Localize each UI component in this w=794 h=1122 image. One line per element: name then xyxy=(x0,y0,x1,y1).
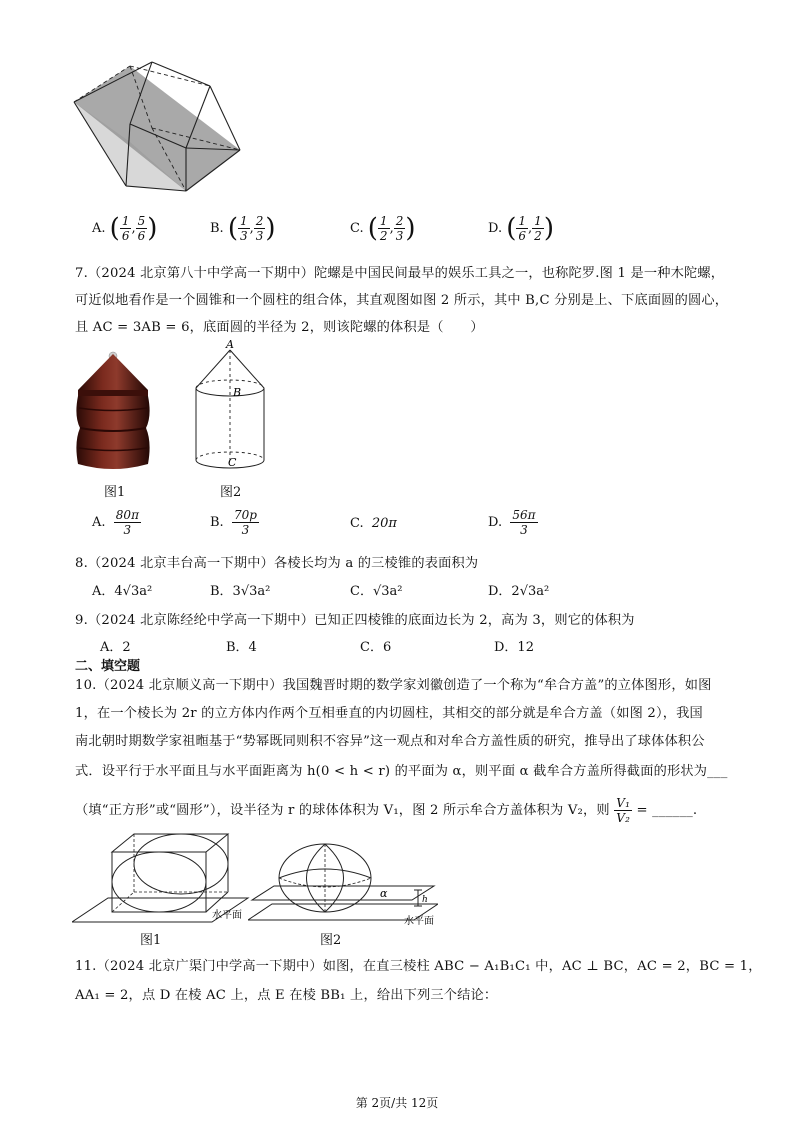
q7-line-1: 7.（2024 北京第八十中学高一下期中）陀螺是中国民间最早的娱乐工具之一，也称陀罗.图 1 是一种木陀螺， xyxy=(75,266,725,281)
q10-line-2: 1，在一个棱长为 2r 的立方体内作两个互相垂直的内切圆柱，其相交的部分就是牟合方盖（如图 2），我国 xyxy=(75,706,703,721)
q8-option-b: B．3√3a² xyxy=(210,584,271,599)
q7-label-b: B xyxy=(233,386,242,399)
q11-line-1: 11.（2024 北京广渠门中学高一下期中）如图，在直三棱柱 ABC − A₁B₁C₁ 中，AC ⊥ BC，AC = 2，BC = 1， xyxy=(75,959,762,974)
q6-option-b: B. ( $\frac{1}{3}$ , $\frac{2}{3}$ ) xyxy=(210,213,276,244)
q9-option-d: D．12 xyxy=(494,640,534,655)
q6-option-a: A. ( $\frac{1}{6}$ , $\frac{5}{6}$ ) xyxy=(92,213,158,244)
q10-cube-cylinders-figure xyxy=(72,830,252,930)
q10-line-4: 式．设平行于水平面且与水平面距离为 h(0 < h < r) 的平面为 α，则平面 α 截牟合方盖所得截面的形状为___ xyxy=(75,764,728,779)
q8-option-a: A．4√3a² xyxy=(92,584,153,599)
q7-label-c: C xyxy=(228,456,237,469)
q7-cone-cylinder-diagram xyxy=(186,340,276,476)
q8-option-d: D．2√3a² xyxy=(488,584,550,599)
q10-fig1-caption: 图1 xyxy=(140,933,162,948)
q9-question: 9.（2024 北京陈经纶中学高一下期中）已知正四棱锥的底面边长为 2，高为 3，则它的体积为 xyxy=(75,613,635,628)
q7-option-a: A. $\frac{80\pi}{3}$ xyxy=(92,508,139,537)
q9-option-a: A．2 xyxy=(100,640,131,655)
q11-line-2: AA₁ = 2，点 D 在棱 AC 上，点 E 在棱 BB₁ 上，给出下列三个结论： xyxy=(75,988,498,1003)
q7-fig2-caption: 图2 xyxy=(220,485,242,500)
q6-option-d: D. ( $\frac{1}{6}$ , $\frac{1}{2}$ ) xyxy=(488,213,554,244)
q7-option-d: D. $\frac{56\pi}{3}$ xyxy=(488,508,536,537)
q10-line-5 xyxy=(75,796,697,825)
q8-option-c: C．√3a² xyxy=(350,584,403,599)
q7-option-c: C. 20π xyxy=(350,516,397,531)
q10-ratio: $\frac{\text{V₁}}{\text{V₂}}$ xyxy=(616,796,631,825)
q10-water-label-1: 水平面 xyxy=(212,910,242,921)
q10-line-3: 南北朝时期数学家祖暅基于“势幂既同则积不容异”这一观点和对牟合方盖性质的研究，推导出了球体体积公 xyxy=(75,734,705,749)
q9-option-c: C．6 xyxy=(360,640,392,655)
q7-label-a: A xyxy=(226,340,234,351)
section-fill-in-title: 二、填空题 xyxy=(75,659,141,674)
q6-prism-figure xyxy=(70,58,250,198)
q7-fig1-caption: 图1 xyxy=(104,485,126,500)
q10-line-5-text: （填“正方形”或“圆形”），设半径为 r 的球体体积为 V₁，图 2 所示牟合方盖体积为 V₂，则 xyxy=(75,803,610,818)
q7-line-2: 可近似地看作是一个圆锥和一个圆柱的组合体，其直观图如图 2 所示，其中 B,C 分别是上、下底面圆的圆心， xyxy=(75,293,729,308)
q10-alpha-label: α xyxy=(380,887,388,900)
q10-steinmetz-figure xyxy=(248,842,438,930)
q10-answer-blank: = ______. xyxy=(636,803,698,818)
page-footer: 第 2页/共 12页 xyxy=(355,1096,439,1110)
q10-line-1: 10.（2024 北京顺义高一下期中）我国魏晋时期的数学家刘徽创造了一个称为“牟合方盖”的立体图形，如图 xyxy=(75,678,712,693)
q7-line-3: 且 AC = 3AB = 6，底面圆的半径为 2，则该陀螺的体积是（ ） xyxy=(75,320,484,335)
q10-fig2-caption: 图2 xyxy=(320,933,342,948)
q10-h-label: h xyxy=(422,895,428,905)
q6-option-c: C. ( $\frac{1}{2}$ , $\frac{2}{3}$ ) xyxy=(350,213,416,244)
q7-wooden-top-photo xyxy=(72,346,154,474)
q8-question: 8.（2024 北京丰台高一下期中）各棱长均为 a 的三棱锥的表面积为 xyxy=(75,556,479,571)
q7-option-b: B. $\frac{70p}{3}$ xyxy=(210,508,257,537)
q9-option-b: B．4 xyxy=(226,640,257,655)
q10-water-label-2: 水平面 xyxy=(404,916,434,927)
